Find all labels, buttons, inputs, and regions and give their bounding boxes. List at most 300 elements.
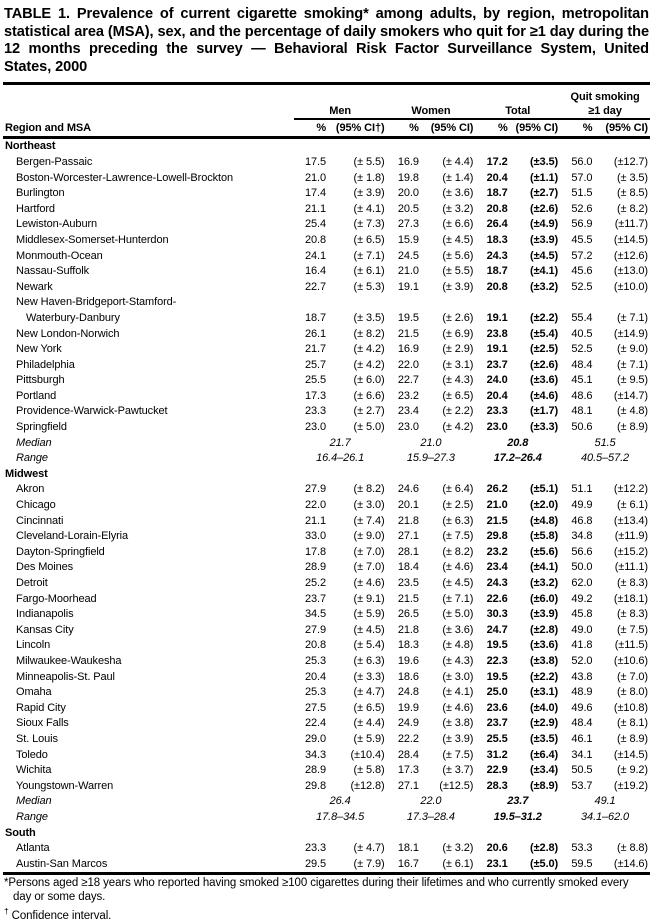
men-median-value: 21.7 xyxy=(329,436,351,449)
quit-pct-cell: 48.4 xyxy=(571,358,593,371)
men-ci-cell: (± 3.3) xyxy=(353,670,385,683)
quit-pct-cell: 40.5 xyxy=(571,327,593,340)
header-spacer xyxy=(3,91,294,104)
men-pct-cell: 23.3 xyxy=(304,405,326,418)
msa-row xyxy=(3,342,650,358)
total-pct-cell: 23.7 xyxy=(486,717,508,730)
men-ci-cell: (± 9.1) xyxy=(353,592,385,605)
region-and-msa-header: Region and MSA xyxy=(3,119,294,138)
total-pct-cell: 20.6 xyxy=(486,842,508,855)
msa-name xyxy=(3,529,294,545)
quit-ci-cell: (±11.1) xyxy=(614,561,648,574)
men-ci-cell: (± 5.8) xyxy=(353,764,385,777)
msa-row xyxy=(3,358,650,374)
quit-median-value: 51.5 xyxy=(594,436,616,449)
msa-name xyxy=(3,186,294,202)
header-sub-row xyxy=(3,119,650,138)
men-pct-cell: 29.5 xyxy=(304,857,326,870)
msa-name-line: Bergen-Passaic xyxy=(16,155,93,168)
women-ci-cell: (± 4.1) xyxy=(442,686,474,699)
asterisk-marker: * xyxy=(4,877,9,890)
range-row xyxy=(3,810,650,826)
total-pct-cell: 22.6 xyxy=(486,592,508,605)
quit-ci-cell: (± 7.5) xyxy=(616,623,648,636)
table-body xyxy=(3,138,650,874)
total-ci-cell: (±3.9) xyxy=(530,608,559,621)
quit-pct-cell: 48.9 xyxy=(571,686,593,699)
women-ci-cell: (± 2.9) xyxy=(442,343,474,356)
women-ci-cell: (± 4.3) xyxy=(442,654,474,667)
women-ci-cell: (± 3.1) xyxy=(442,358,474,371)
msa-row xyxy=(3,576,650,592)
women-median-value: 21.0 xyxy=(420,436,442,449)
msa-name-line: New York xyxy=(16,343,62,356)
stat-label: Median xyxy=(16,795,52,808)
men-pct-cell: 21.0 xyxy=(304,171,326,184)
msa-name xyxy=(3,592,294,608)
msa-name-line: Lincoln xyxy=(16,639,51,652)
msa-name xyxy=(3,498,294,514)
msa-name-line: New Haven-Bridgeport-Stamford- xyxy=(16,296,177,309)
quit-pct-cell: 46.8 xyxy=(571,514,593,527)
women-pct-cell: 23.4 xyxy=(397,405,419,418)
women-pct-cell: 26.5 xyxy=(397,608,419,621)
msa-name xyxy=(3,264,294,280)
women-ci-cell: (± 4.4) xyxy=(442,155,474,168)
msa-name-line: Toledo xyxy=(16,748,48,761)
women-pct-cell: 23.0 xyxy=(397,421,419,434)
quit-ci-cell: (±12.2) xyxy=(613,483,648,496)
men-ci-cell: (± 4.2) xyxy=(353,358,385,371)
msa-name xyxy=(3,249,294,265)
quit-ci-cell: (±12.7) xyxy=(613,155,648,168)
msa-row xyxy=(3,763,650,779)
quit-pct-cell: 57.0 xyxy=(571,171,593,184)
women-ci-cell: (± 4.6) xyxy=(442,561,474,574)
msa-row xyxy=(3,249,650,265)
total-ci-cell: (±2.8) xyxy=(530,623,559,636)
msa-name xyxy=(3,217,294,233)
msa-name xyxy=(3,342,294,358)
women-ci-cell: (± 6.9) xyxy=(442,327,474,340)
quit-pct-cell: 45.6 xyxy=(571,265,593,278)
quit-ci-cell: (±19.2) xyxy=(613,779,648,792)
msa-name-line: Milwaukee-Waukesha xyxy=(16,654,122,667)
quit-pct-cell: 41.8 xyxy=(571,639,593,652)
msa-name xyxy=(3,576,294,592)
women-pct-cell: 16.9 xyxy=(397,155,419,168)
quit-pct-cell: 43.8 xyxy=(571,670,593,683)
total-ci-cell: (±3.3) xyxy=(530,421,559,434)
msa-name xyxy=(3,670,294,686)
msa-row xyxy=(3,217,650,233)
men-ci-cell: (± 6.5) xyxy=(353,701,385,714)
total-ci-cell: (±5.8) xyxy=(530,530,559,543)
men-ci-cell: (± 1.8) xyxy=(353,171,385,184)
quit-pct-cell: 52.0 xyxy=(571,654,593,667)
msa-row xyxy=(3,233,650,249)
dagger-marker: † xyxy=(4,905,9,916)
quit-pct-cell: 51.5 xyxy=(571,187,593,200)
women-ci-cell: (± 3.6) xyxy=(442,187,474,200)
quit-pct-cell: 45.5 xyxy=(571,233,593,246)
msa-row xyxy=(3,404,650,420)
men-pct-cell: 25.3 xyxy=(304,686,326,699)
total-pct-cell: 18.7 xyxy=(486,265,508,278)
quit-ci-cell: (±13.4) xyxy=(613,514,648,527)
total-pct-cell: 21.5 xyxy=(486,514,508,527)
women-pct-cell: 24.8 xyxy=(397,686,419,699)
men-pct-cell: 26.1 xyxy=(304,327,326,340)
men-pct-cell: 29.0 xyxy=(304,732,326,745)
footnote-text: Persons aged ≥18 years who reported having smoked ≥100 cigarettes during their lifetimes and who currently smoked every day or some days. xyxy=(8,877,629,904)
women-pct-cell: 27.3 xyxy=(397,218,419,231)
total-ci-cell: (±2.5) xyxy=(530,343,559,356)
total-ci-cell: (±2.6) xyxy=(530,202,559,215)
men-ci-header: (95% CI†) xyxy=(328,119,387,138)
region-section-row xyxy=(3,138,650,155)
msa-name xyxy=(3,202,294,218)
total-pct-cell: 23.3 xyxy=(486,405,508,418)
region-label: Northeast xyxy=(5,140,56,153)
quit-pct-cell: 45.8 xyxy=(571,608,593,621)
women-ci-header: (95% CI) xyxy=(421,119,476,138)
msa-name-line: Lewiston-Auburn xyxy=(16,218,98,231)
men-pct-cell: 24.1 xyxy=(304,249,326,262)
men-ci-cell: (± 5.4) xyxy=(353,639,385,652)
men-pct-cell: 27.9 xyxy=(304,623,326,636)
msa-name-line: Monmouth-Ocean xyxy=(16,249,103,262)
men-ci-cell: (± 4.7) xyxy=(353,686,385,699)
total-ci-cell: (±5.6) xyxy=(530,545,559,558)
women-ci-cell: (± 7.5) xyxy=(442,748,474,761)
women-ci-cell: (± 4.8) xyxy=(442,639,474,652)
men-pct-cell: 23.7 xyxy=(304,592,326,605)
men-pct-cell: 29.8 xyxy=(304,779,326,792)
women-pct-cell: 24.6 xyxy=(397,483,419,496)
header-spacer xyxy=(294,91,387,104)
men-pct-cell: 34.3 xyxy=(304,748,326,761)
total-range-value: 19.5–31.2 xyxy=(493,810,542,823)
quit-pct-cell: 49.6 xyxy=(571,701,593,714)
msa-name-line: Des Moines xyxy=(16,561,74,574)
quit-ci-cell: (±10.8) xyxy=(613,701,648,714)
total-ci-cell: (±5.0) xyxy=(530,857,559,870)
men-pct-header: % xyxy=(294,119,328,138)
quit-ci-cell: (± 8.1) xyxy=(616,717,648,730)
total-pct-cell: 23.2 xyxy=(486,545,508,558)
men-ci-cell: (±12.8) xyxy=(350,779,385,792)
quit-ci-cell: (± 8.8) xyxy=(616,842,648,855)
total-ci-header: (95% CI) xyxy=(510,119,560,138)
msa-name xyxy=(3,685,294,701)
quit-range-value: 34.1–62.0 xyxy=(581,810,630,823)
msa-row xyxy=(3,373,650,389)
quit-pct-cell: 50.6 xyxy=(571,421,593,434)
col-group-women: Women xyxy=(387,104,476,119)
men-pct-cell: 33.0 xyxy=(304,530,326,543)
men-median-value: 26.4 xyxy=(329,795,351,808)
total-pct-cell: 30.3 xyxy=(486,608,508,621)
women-pct-cell: 16.7 xyxy=(397,857,419,870)
total-ci-cell: (±2.9) xyxy=(530,717,559,730)
table-header xyxy=(3,91,650,138)
msa-name-line: Akron xyxy=(16,483,45,496)
msa-name-line: Philadelphia xyxy=(16,358,75,371)
header-spacer xyxy=(387,91,476,104)
msa-name xyxy=(3,732,294,748)
msa-name xyxy=(3,389,294,405)
total-ci-cell: (±2.2) xyxy=(530,670,559,683)
total-ci-cell: (±4.5) xyxy=(530,249,559,262)
quit-ci-cell: (±14.5) xyxy=(613,233,648,246)
msa-name-line: Rapid City xyxy=(16,701,66,714)
total-ci-cell: (±3.2) xyxy=(530,280,559,293)
men-ci-cell: (± 3.5) xyxy=(353,311,385,324)
men-pct-cell: 25.4 xyxy=(304,218,326,231)
quit-ci-cell: (±14.7) xyxy=(613,389,648,402)
footnote-text: Confidence interval. xyxy=(11,909,112,919)
msa-name-line: St. Louis xyxy=(16,732,58,745)
msa-name xyxy=(3,638,294,654)
msa-name-line: Austin-San Marcos xyxy=(16,857,108,870)
footnote-smoking-definition xyxy=(4,877,649,905)
men-ci-cell: (± 5.0) xyxy=(353,421,385,434)
men-pct-cell: 22.0 xyxy=(304,499,326,512)
men-pct-cell: 34.5 xyxy=(304,608,326,621)
msa-name-line: Detroit xyxy=(16,577,48,589)
total-pct-cell: 28.3 xyxy=(486,779,508,792)
men-ci-cell: (± 9.0) xyxy=(353,530,385,543)
men-pct-cell: 25.7 xyxy=(304,358,326,371)
msa-name-line: Omaha xyxy=(16,686,52,699)
stat-label: Median xyxy=(16,436,52,449)
total-pct-cell: 26.4 xyxy=(486,218,508,231)
women-ci-cell: (± 3.2) xyxy=(442,842,474,855)
total-ci-cell: (±4.0) xyxy=(530,701,559,714)
quit-ci-header: (95% CI) xyxy=(594,119,650,138)
quit-ci-cell: (± 8.5) xyxy=(616,187,648,200)
quit-pct-cell: 56.9 xyxy=(571,218,593,231)
total-pct-cell: 19.5 xyxy=(486,670,508,683)
msa-name-line: Springfield xyxy=(16,421,67,434)
total-ci-cell: (±3.9) xyxy=(530,233,559,246)
quit-pct-cell: 56.0 xyxy=(571,155,593,168)
msa-row xyxy=(3,857,650,874)
women-pct-cell: 23.5 xyxy=(397,577,419,589)
men-pct-cell: 25.5 xyxy=(304,374,326,387)
quit-ci-cell: (± 8.3) xyxy=(616,608,648,621)
msa-name xyxy=(3,404,294,420)
total-ci-cell: (±3.6) xyxy=(530,639,559,652)
total-pct-cell: 24.7 xyxy=(486,623,508,636)
women-ci-cell: (± 6.1) xyxy=(442,857,474,870)
men-ci-cell: (± 6.6) xyxy=(353,389,385,402)
women-pct-header: % xyxy=(387,119,421,138)
msa-row xyxy=(3,670,650,686)
total-pct-cell: 25.0 xyxy=(486,686,508,699)
women-pct-cell: 18.3 xyxy=(397,639,419,652)
msa-name xyxy=(3,716,294,732)
women-ci-cell: (± 4.6) xyxy=(442,701,474,714)
men-ci-cell: (± 3.0) xyxy=(353,499,385,512)
msa-row xyxy=(3,716,650,732)
msa-row xyxy=(3,186,650,202)
men-pct-cell: 17.8 xyxy=(304,545,326,558)
men-pct-cell: 17.3 xyxy=(304,389,326,402)
total-ci-cell: (±3.8) xyxy=(530,654,559,667)
msa-name xyxy=(3,373,294,389)
msa-row xyxy=(3,514,650,530)
total-pct-cell: 23.7 xyxy=(486,358,508,371)
quit-pct-cell: 50.0 xyxy=(571,561,593,574)
msa-name-line: Kansas City xyxy=(16,623,74,636)
women-pct-cell: 27.1 xyxy=(397,779,419,792)
quit-ci-cell: (±11.5) xyxy=(614,639,648,652)
total-pct-cell: 17.2 xyxy=(486,155,508,168)
total-median-value: 23.7 xyxy=(507,795,529,808)
quit-ci-cell: (± 8.9) xyxy=(616,732,648,745)
men-pct-cell: 28.9 xyxy=(304,764,326,777)
total-ci-cell: (±1.7) xyxy=(530,405,559,418)
women-ci-cell: (± 5.6) xyxy=(442,249,474,262)
women-ci-cell: (± 6.4) xyxy=(442,483,474,496)
total-ci-cell: (±2.6) xyxy=(530,358,559,371)
women-ci-cell: (± 2.5) xyxy=(442,499,474,512)
msa-row xyxy=(3,592,650,608)
women-pct-cell: 24.5 xyxy=(397,249,419,262)
total-pct-cell: 31.2 xyxy=(486,748,508,761)
total-pct-cell: 22.3 xyxy=(486,654,508,667)
women-pct-cell: 22.0 xyxy=(397,358,419,371)
quit-ci-cell: (±12.6) xyxy=(613,249,648,262)
men-pct-cell: 17.5 xyxy=(304,155,326,168)
range-row xyxy=(3,451,650,467)
quit-pct-cell: 34.1 xyxy=(571,748,593,761)
women-ci-cell: (± 3.9) xyxy=(442,280,474,293)
men-ci-cell: (± 4.6) xyxy=(353,577,385,589)
men-ci-cell: (± 7.3) xyxy=(353,218,385,231)
msa-row xyxy=(3,389,650,405)
men-ci-cell: (± 4.1) xyxy=(353,202,385,215)
msa-row xyxy=(3,623,650,639)
men-ci-cell: (± 4.2) xyxy=(353,343,385,356)
men-pct-cell: 21.7 xyxy=(304,343,326,356)
women-ci-cell: (± 5.5) xyxy=(442,265,474,278)
women-pct-cell: 20.1 xyxy=(397,499,419,512)
women-pct-cell: 21.5 xyxy=(397,592,419,605)
msa-name-line: Youngstown-Warren xyxy=(16,779,114,792)
quit-pct-cell: 48.4 xyxy=(571,717,593,730)
quit-range-value: 40.5–57.2 xyxy=(581,452,630,465)
women-ci-cell: (± 8.2) xyxy=(442,545,474,558)
men-ci-cell: (± 4.5) xyxy=(353,623,385,636)
quit-pct-cell: 56.6 xyxy=(571,545,593,558)
women-pct-cell: 21.5 xyxy=(397,327,419,340)
msa-name-line: Dayton-Springfield xyxy=(16,545,105,558)
total-ci-cell: (±5.1) xyxy=(530,483,559,496)
men-ci-cell: (± 6.5) xyxy=(353,233,385,246)
women-pct-cell: 23.2 xyxy=(397,389,419,402)
men-ci-cell: (±10.4) xyxy=(350,748,385,761)
total-ci-cell: (±4.9) xyxy=(530,218,559,231)
total-pct-cell: 23.6 xyxy=(486,701,508,714)
msa-row xyxy=(3,264,650,280)
total-ci-cell: (±3.1) xyxy=(530,686,559,699)
msa-row xyxy=(3,327,650,343)
msa-row xyxy=(3,545,650,561)
men-ci-cell: (± 5.9) xyxy=(353,608,385,621)
quit-pct-cell: 50.5 xyxy=(571,764,593,777)
quit-ci-cell: (±13.0) xyxy=(613,265,648,278)
women-ci-cell: (± 6.3) xyxy=(442,514,474,527)
msa-row xyxy=(3,202,650,218)
men-pct-cell: 20.4 xyxy=(304,670,326,683)
women-range-value: 15.9–27.3 xyxy=(406,452,455,465)
men-pct-cell: 18.7 xyxy=(304,311,326,324)
msa-name xyxy=(3,233,294,249)
msa-row xyxy=(3,560,650,576)
total-pct-cell: 18.7 xyxy=(486,187,508,200)
msa-row xyxy=(3,295,650,326)
msa-row xyxy=(3,171,650,187)
msa-name xyxy=(3,514,294,530)
women-pct-cell: 27.1 xyxy=(397,530,419,543)
quit-ci-cell: (± 8.2) xyxy=(616,202,648,215)
msa-name-line: Pittsburgh xyxy=(16,374,65,387)
header-spacer xyxy=(3,104,294,119)
quit-ci-cell: (± 9.5) xyxy=(616,374,648,387)
msa-row xyxy=(3,498,650,514)
men-ci-cell: (± 8.2) xyxy=(353,483,385,496)
total-ci-cell: (±3.4) xyxy=(530,764,559,777)
women-pct-cell: 21.8 xyxy=(397,514,419,527)
total-pct-cell: 24.3 xyxy=(486,577,508,589)
total-pct-cell: 23.0 xyxy=(486,421,508,434)
msa-name-line: Minneapolis-St. Paul xyxy=(16,670,115,683)
msa-name xyxy=(3,779,294,795)
men-ci-cell: (± 3.9) xyxy=(353,187,385,200)
quit-ci-cell: (± 8.0) xyxy=(616,686,648,699)
total-ci-cell: (±3.6) xyxy=(530,374,559,387)
men-ci-cell: (± 6.1) xyxy=(353,265,385,278)
total-ci-cell: (±3.5) xyxy=(530,155,559,168)
msa-name-line: Boston-Worcester-Lawrence-Lowell-Brockton xyxy=(16,171,234,184)
region-section-row xyxy=(3,826,650,842)
msa-name-line: Cincinnati xyxy=(16,514,64,527)
women-pct-cell: 20.0 xyxy=(397,187,419,200)
total-ci-cell: (±2.0) xyxy=(530,499,559,512)
men-ci-cell: (± 8.2) xyxy=(353,327,385,340)
quit-pct-cell: 49.2 xyxy=(571,592,593,605)
quit-pct-cell: 52.6 xyxy=(571,202,593,215)
women-ci-cell: (± 5.0) xyxy=(442,608,474,621)
msa-name-line: Burlington xyxy=(16,187,65,200)
men-pct-cell: 28.9 xyxy=(304,561,326,574)
msa-name xyxy=(3,545,294,561)
women-range-value: 17.3–28.4 xyxy=(406,810,455,823)
men-pct-cell: 23.0 xyxy=(304,421,326,434)
header-group-row xyxy=(3,104,650,119)
quit-pct-cell: 55.4 xyxy=(571,311,593,324)
total-pct-cell: 24.0 xyxy=(486,374,508,387)
quit-ci-cell: (±18.1) xyxy=(613,592,648,605)
quit-ci-cell: (±14.5) xyxy=(613,748,648,761)
total-ci-cell: (±2.2) xyxy=(530,311,559,324)
quit-smoking-overlabel: Quit smoking xyxy=(570,91,640,104)
quit-ci-cell: (± 3.5) xyxy=(616,171,648,184)
median-row xyxy=(3,436,650,452)
